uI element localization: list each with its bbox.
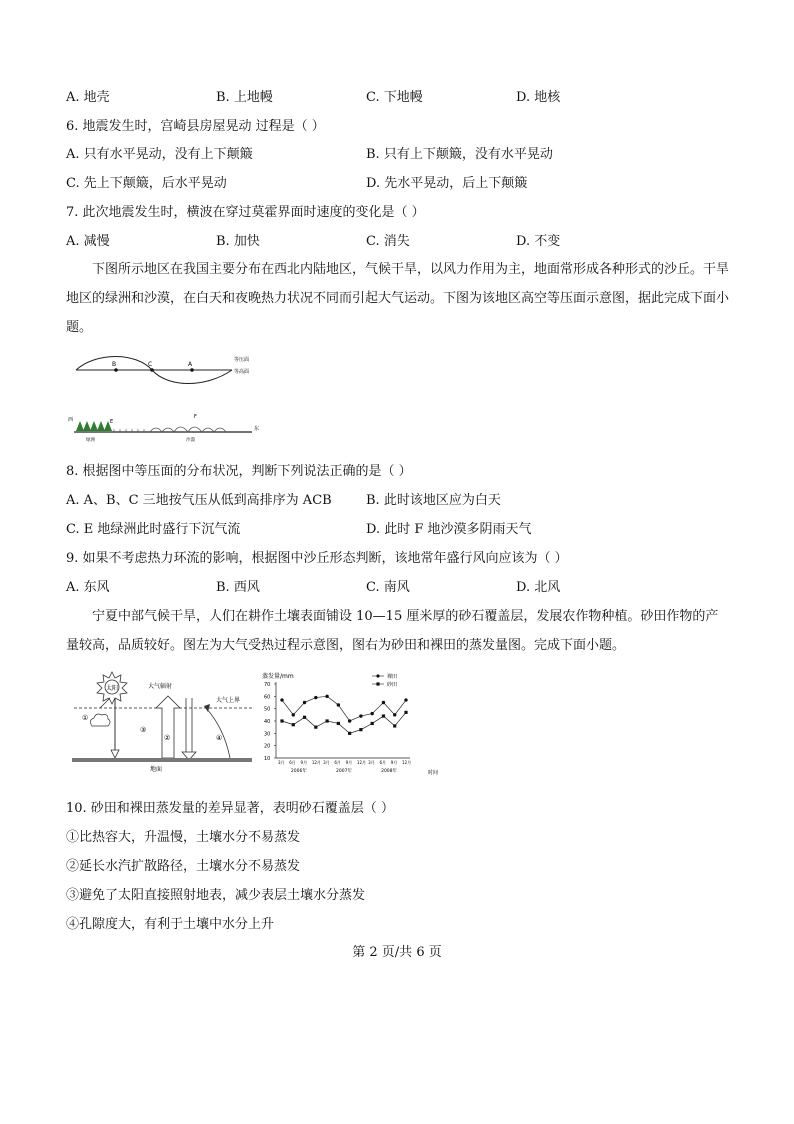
- data-point: [371, 722, 374, 725]
- q6-option-a: A. 只有水平晃动，没有上下颠簸: [66, 147, 253, 162]
- cloud-icon: [90, 714, 110, 726]
- series-group: [280, 695, 407, 735]
- q8-option-b: B. 此时该地区应为白天: [366, 493, 501, 508]
- x-axis-label: 时间: [428, 770, 439, 776]
- year-label: 2007年: [336, 769, 352, 774]
- data-point: [404, 698, 407, 701]
- q7-option-b: B. 加快: [216, 234, 260, 249]
- year-label: 2006年: [290, 769, 307, 774]
- page-footer: 第 2 页/共 6 页: [352, 945, 442, 960]
- point-b: [114, 368, 118, 372]
- label-isobaric: 等压面: [234, 357, 250, 363]
- data-point: [292, 723, 295, 726]
- y-tick-label: 20: [264, 743, 271, 750]
- y-axis-label: 蒸发量/mm: [262, 673, 294, 680]
- data-point: [303, 701, 306, 704]
- ground-label: 地面: [150, 766, 163, 773]
- q6-option-c: C. 先上下颠簸，后水平晃动: [66, 176, 227, 191]
- data-point: [393, 724, 396, 727]
- q5-option-d: D. 地核: [516, 90, 561, 105]
- marker-2: ②: [164, 734, 171, 742]
- atm-top-label: 大气上界: [216, 697, 241, 704]
- passage-2: 宁夏中部气候干旱，人们在耕作土壤表面铺设 10—15 厘米厚的砂石覆盖层，发展农作物种植。砂田作物的产量较高，品质较好。图左为大气受热过程示意图，图右为砂田和裸田的蒸发量图。完成下面小题。: [66, 609, 719, 653]
- legend-sand: 砂田: [387, 682, 398, 688]
- data-point: [359, 714, 362, 717]
- point-c: [150, 368, 154, 372]
- q9-option-a: A. 东风: [66, 580, 110, 595]
- data-point: [404, 711, 407, 714]
- data-point: [325, 695, 328, 698]
- q8-option-c: C. E 地绿洲此时盛行下沉气流: [66, 522, 241, 537]
- q10-item-1: ①比热容大，升温慢，土壤水分不易蒸发: [66, 830, 301, 845]
- q10-item-3: ③避免了太阳直接照射地表，减少表层土壤水分蒸发: [66, 888, 366, 903]
- q6-stem: 6. 地震发生时，宫崎县房屋晃动 过程是（ ）: [66, 119, 325, 134]
- isobar-figure: [66, 348, 266, 444]
- heating-figure: [70, 668, 256, 774]
- x-tick-label: 12月: [311, 760, 321, 765]
- y-tick-label: 40: [264, 719, 271, 725]
- label-west: 西: [68, 417, 74, 423]
- marker-4: ④: [216, 734, 223, 742]
- x-tick-label: 6月: [289, 760, 296, 765]
- x-tick-label: 12月: [356, 760, 367, 765]
- label-isohypse: 等高面: [234, 369, 250, 375]
- q6-option-b: B. 只有上下颠簸，没有水平晃动: [366, 147, 553, 162]
- passage-1: 下图所示地区在我国主要分布在西北内陆地区，气候干旱，以风力作用为主，地面常形成各种形式的沙丘。干旱地区的绿洲和沙漠，在白天和夜晚热力状况不同而引起大气运动。下图为该地区高空等压面示意图，据此完成下面小题。: [66, 262, 730, 335]
- atm-radiation-label: 大气辐射: [148, 683, 173, 690]
- q7-option-d: D. 不变: [516, 234, 561, 249]
- label-a: A: [188, 361, 193, 368]
- y-tick-label: 10: [264, 756, 271, 762]
- marker-1: ①: [82, 714, 89, 722]
- sun-label: 太阳: [106, 685, 119, 692]
- legend-bare: 裸田: [387, 674, 398, 680]
- y-tick-label: 50: [264, 706, 271, 713]
- evaporation-chart: [260, 668, 450, 778]
- x-tick-label: 6月: [334, 760, 341, 765]
- q9-stem: 9. 如果不考虑热力环流的影响，根据图中沙丘形态判断，该地常年盛行风向应该为（ ）: [66, 551, 568, 566]
- q8-stem: 8. 根据图中等压面的分布状况，判断下列说法正确的是（ ）: [66, 464, 412, 479]
- year-label: 2008年: [381, 769, 398, 774]
- x-ticks: [278, 759, 411, 774]
- marker-3: ③: [140, 726, 147, 734]
- ground-bar: [72, 758, 252, 762]
- data-point: [393, 713, 396, 716]
- q7-option-a: A. 减慢: [66, 234, 110, 249]
- q10-item-2: ②延长水汽扩散路径，土壤水分不易蒸发: [66, 859, 301, 874]
- oasis-trees: [76, 421, 112, 431]
- q9-option-b: B. 西风: [216, 580, 260, 595]
- ground-radiation-arrow: [156, 696, 180, 758]
- point-a: [190, 368, 194, 372]
- label-f: F: [194, 414, 197, 420]
- q8-option-d: D. 此时 F 地沙漠多阴雨天气: [366, 522, 532, 537]
- label-east: 东: [254, 426, 260, 432]
- series-line-1: [282, 696, 406, 721]
- data-point: [325, 719, 328, 722]
- q7-stem: 7. 此次地震发生时，横波在穿过莫霍界面时速度的变化是（ ）: [66, 205, 425, 220]
- q5-option-b: B. 上地幔: [216, 90, 273, 105]
- label-oasis: 绿洲: [86, 438, 95, 443]
- data-point: [292, 713, 295, 716]
- label-b: B: [112, 361, 117, 368]
- x-tick-label: 3月: [323, 760, 330, 765]
- data-point: [359, 728, 362, 731]
- x-tick-label: 6月: [379, 760, 387, 765]
- q8-option-a: A. A、B、C 三地按气压从低到高排序为 ACB: [66, 493, 332, 508]
- q10-stem: 10. 砂田和裸田蒸发量的差异显著，表明砂石覆盖层（ ）: [66, 801, 394, 816]
- data-point: [280, 719, 283, 722]
- data-point: [348, 732, 351, 735]
- data-point: [382, 714, 385, 717]
- x-tick-label: 12月: [402, 760, 412, 765]
- series-line-2: [282, 712, 406, 733]
- label-desert: 沙漠: [186, 438, 195, 443]
- label-c: C: [148, 361, 153, 368]
- q9-option-c: C. 南风: [366, 580, 410, 595]
- data-point: [382, 701, 385, 704]
- data-point: [337, 703, 340, 706]
- q5-option-a: A. 地壳: [66, 90, 110, 105]
- y-ticks: [264, 682, 276, 762]
- legend: [372, 673, 397, 688]
- label-e: E: [110, 419, 114, 425]
- x-tick-label: 3月: [278, 760, 285, 765]
- data-point: [280, 698, 283, 701]
- x-tick-label: 9月: [390, 760, 398, 765]
- q6-option-d: D. 先水平晃动，后上下颠簸: [366, 176, 528, 191]
- x-tick-label: 3月: [368, 760, 375, 765]
- y-tick-label: 60: [264, 694, 271, 701]
- data-point: [314, 726, 317, 729]
- x-tick-label: 9月: [300, 760, 308, 765]
- q9-option-d: D. 北风: [516, 580, 561, 595]
- data-point: [348, 719, 351, 722]
- data-point: [337, 722, 340, 725]
- dunes: [150, 427, 226, 432]
- y-tick-label: 30: [264, 731, 271, 738]
- data-point: [314, 696, 317, 699]
- data-point: [303, 716, 306, 719]
- y-tick-label: 70: [264, 682, 271, 688]
- q7-option-c: C. 消失: [366, 234, 410, 249]
- q5-option-c: C. 下地幔: [366, 90, 423, 105]
- data-point: [370, 712, 373, 715]
- q10-item-4: ④孔隙度大，有利于土壤中水分上升: [66, 917, 275, 932]
- x-tick-label: 9月: [345, 760, 353, 765]
